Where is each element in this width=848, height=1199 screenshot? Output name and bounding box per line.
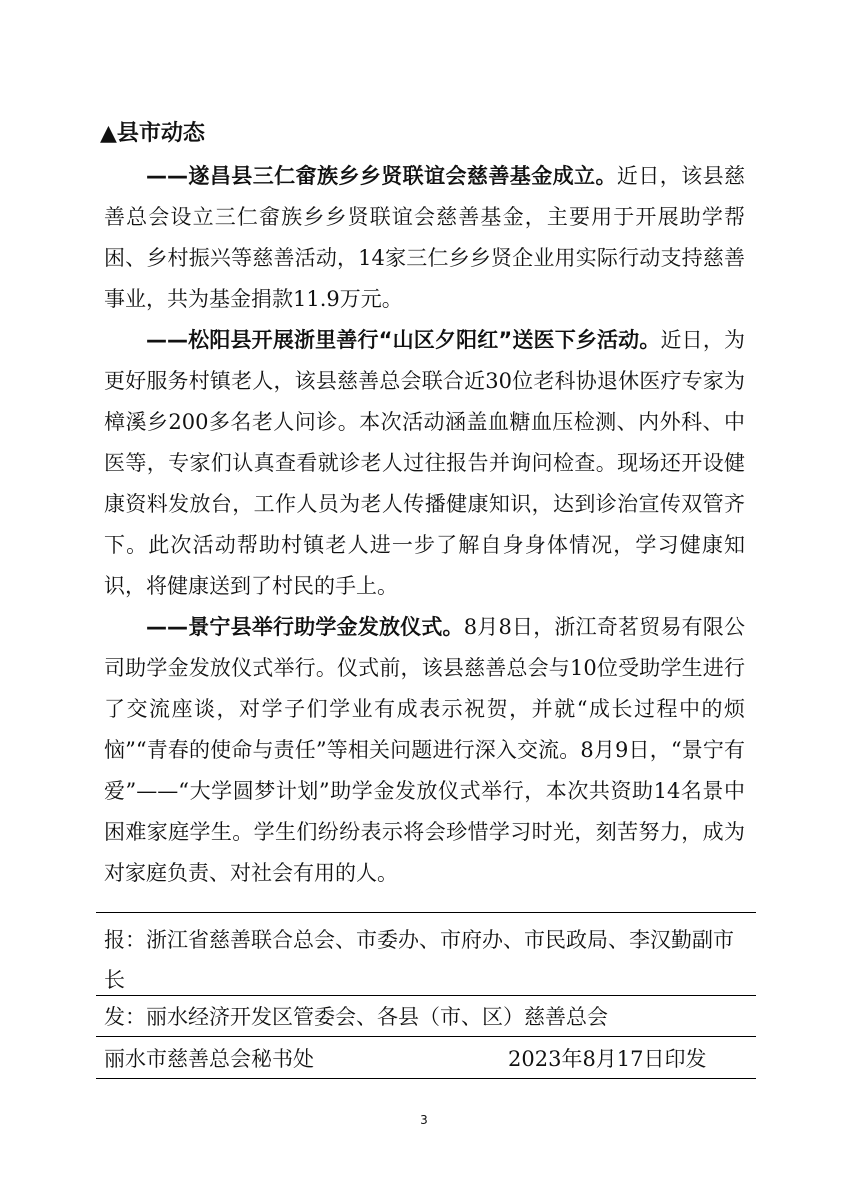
news-headline: ——景宁县举行助学金发放仪式。 [146,615,464,639]
news-item-jingning [104,607,745,894]
footer-bottom-rule [96,1078,756,1079]
page-number: 3 [420,1113,428,1127]
news-text: 近日，为更好服务村镇老人，该县慈善总会联合近30位老科协退休医疗专家为樟溪乡200多名老人问诊。本次活动涵盖血糖血压检测、内外科、中医等，专家们认真查看就诊老人过往报告并询问检查。现场还开设健康资料发放台，工作人员为老人传播健康知识，达到诊治宣传双管齐下。此次活动帮助村镇老人进一步了解自身身体情况，学习健康知识，将健康送到了村民的手上。 [104,328,746,598]
footer-rule-distribute [96,1036,756,1037]
news-text: 8月8日，浙江奇茗贸易有限公司助学金发放仪式举行。仪式前，该县慈善总会与10位受助学生进行了交流座谈，对学子们学业有成表示祝贺，并就“成长过程中的烦恼”“青春的使命与责任”等相关问题进行深入交流。8月9日，“景宁有爱”——“大学圆梦计划”助学金发放仪式举行，本次共资助14名景中困难家庭学生。学生们纷纷表示将会珍惜学习时光，刻苦努力，成为对家庭负责、对社会有用的人。 [104,615,745,885]
news-headline: ——遂昌县三仁畲族乡乡贤联谊会慈善基金成立。 [146,164,617,188]
news-item-songyang [104,320,745,607]
issue-date: 2023年8月17日印发 [508,1047,707,1071]
issuing-office: 丽水市慈善总会秘书处 [104,1047,314,1071]
footer-rule-report [96,995,756,996]
footer-top-rule [96,912,756,913]
news-headline: ——松阳县开展浙里善行“山区夕阳红”送医下乡活动。 [146,328,661,352]
news-item-suichang [104,156,745,320]
distribution-recipients: 发：丽水经济开发区管委会、各县（市、区）慈善总会 [104,1005,608,1029]
section-heading: ▲县市动态 [100,121,205,146]
news-body [104,156,745,894]
report-recipients: 报：浙江省慈善联合总会、市委办、市府办、市民政局、李汉勤副市长 [104,928,734,992]
news-text: 近日，该县慈善总会设立三仁畲族乡乡贤联谊会慈善基金，主要用于开展助学帮困、乡村振兴等慈善活动，14家三仁乡乡贤企业用实际行动支持慈善事业，共为基金捐款11.9万元。 [104,164,746,311]
